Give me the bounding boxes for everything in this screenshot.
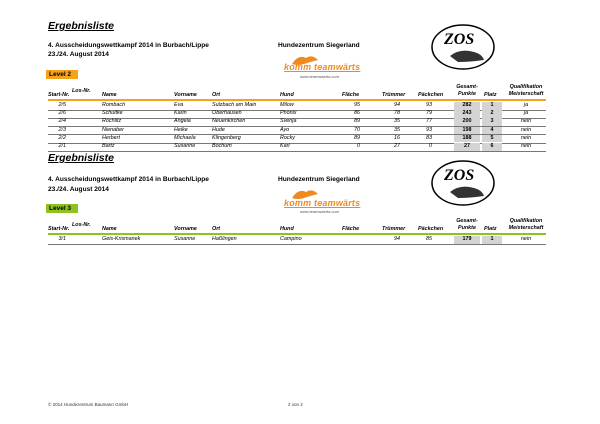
cell-name: Schultke — [102, 110, 123, 117]
cell-start: 2/3 — [58, 126, 66, 133]
cell-quali: nein — [520, 118, 532, 125]
table-row — [48, 127, 546, 135]
cell-platz: 6 — [482, 143, 502, 151]
page-title: Ergebnisliste — [48, 20, 114, 32]
cell-name: Rombach — [102, 102, 126, 108]
cell-flaeche: 89 — [354, 118, 360, 125]
cell-punkte: 198 — [454, 127, 480, 135]
cell-start: 3/1 — [58, 236, 66, 242]
cell-quali: nein — [520, 126, 532, 133]
cell-flaeche: 0 — [357, 143, 360, 149]
page-title: Ergebnisliste — [48, 152, 114, 164]
cell-platz: 3 — [482, 118, 502, 126]
cell-ort: Bochum — [212, 143, 232, 149]
cell-paeckchen: 93 — [426, 126, 432, 133]
header-rule — [48, 233, 546, 235]
komm-teamwaerts-logo: komm teamwärts — [284, 198, 361, 208]
organizer-name: Hundezentrum Siegerland — [278, 42, 360, 49]
cell-ort: Hude — [212, 126, 225, 133]
footer-copyright: © 2014 Hundezentrum Baumann GmbH — [48, 402, 129, 407]
cell-platz: 4 — [482, 127, 502, 135]
event-name: 4. Ausscheidungswettkampf 2014 in Burbach/Lippe — [48, 176, 209, 183]
table-row — [48, 135, 546, 143]
cell-quali: ja — [523, 110, 529, 117]
cell-name: Herbert — [102, 134, 120, 141]
komm-teamwaerts-logo: komm teamwärts — [284, 62, 361, 72]
level-badge: Level 2 — [46, 70, 78, 79]
cell-ort: Neuenkirchen — [212, 118, 246, 125]
svg-text:ZOS: ZOS — [444, 31, 475, 48]
table-row — [48, 110, 546, 118]
cell-punkte: 243 — [454, 110, 480, 118]
cell-start: 2/4 — [58, 118, 66, 125]
cell-flaeche: 70 — [354, 126, 360, 133]
cell-name: Rochlitz — [102, 118, 122, 125]
cell-quali: nein — [520, 134, 532, 141]
cell-quali: ja — [523, 102, 529, 108]
cell-hund: Phönix — [280, 110, 297, 117]
footer-page-number: 2 von 2 — [288, 402, 303, 407]
cell-platz: 2 — [482, 110, 502, 118]
table-row — [48, 118, 546, 126]
cell-vorname: Michaela — [174, 134, 196, 141]
cell-paeckchen: 79 — [426, 110, 432, 117]
cell-start: 2/6 — [58, 110, 66, 117]
zos-emblem-icon — [430, 22, 496, 72]
cell-start: 2/1 — [58, 143, 66, 149]
table-row — [48, 236, 546, 244]
cell-name: Bartz — [102, 143, 115, 149]
cell-ort: Oberhausen — [212, 110, 242, 117]
table-header: Start-Nr. Los-Nr. Name Vorname Ort Hund Fläche Trümmer Päckchen Gesamt- Punkte Platz Qualifikation Meisterschaft — [48, 218, 544, 232]
logo-url: www.teamwaerts.com — [300, 209, 339, 214]
cell-punkte: 282 — [454, 102, 480, 110]
cell-name: Nienaber — [102, 126, 124, 133]
cell-truemmer: 27 — [394, 143, 400, 149]
table-row — [48, 143, 546, 151]
cell-vorname: Karin — [174, 110, 187, 117]
level-badge: Level 3 — [46, 204, 78, 213]
zos-emblem-icon — [430, 158, 496, 208]
cell-truemmer: 35 — [394, 126, 400, 133]
svg-text:ZOS: ZOS — [444, 167, 475, 184]
cell-vorname: Angela — [174, 118, 191, 125]
cell-ort: Haßlingen — [212, 236, 237, 242]
event-date: 23./24. August 2014 — [48, 186, 109, 193]
cell-start: 2/5 — [58, 102, 66, 108]
cell-quali: nein — [520, 143, 532, 149]
cell-paeckchen: 93 — [426, 102, 432, 108]
row-divider — [48, 151, 546, 152]
cell-platz: 1 — [482, 236, 502, 244]
cell-truemmer: 94 — [394, 102, 400, 108]
table-header: Start-Nr. Los-Nr. Name Vorname Ort Hund Fläche Trümmer Päckchen Gesamt- Punkte Platz Qualifikation Meisterschaft — [48, 84, 544, 98]
cell-punkte: 188 — [454, 135, 480, 143]
cell-vorname: Susanne — [174, 143, 196, 149]
logo-url: www.teamwaerts.com — [300, 74, 339, 79]
cell-quali: nein — [520, 236, 532, 242]
cell-flaeche: 89 — [354, 134, 360, 141]
cell-hund: Milow — [280, 102, 294, 108]
event-date: 23./24. August 2014 — [48, 51, 109, 58]
cell-punkte: 179 — [454, 236, 480, 244]
cell-vorname: Eva — [174, 102, 184, 108]
row-divider — [48, 244, 546, 245]
table-row — [48, 102, 546, 110]
cell-name: Geis-Krismanek — [102, 236, 141, 242]
cell-punkte: 27 — [454, 143, 480, 151]
cell-hund: Svenja — [280, 118, 297, 125]
cell-flaeche: 86 — [354, 110, 360, 117]
cell-punkte: 200 — [454, 118, 480, 126]
cell-ort: Klingenberg — [212, 134, 241, 141]
cell-platz: 5 — [482, 135, 502, 143]
cell-paeckchen: 0 — [429, 143, 432, 149]
cell-paeckchen: 77 — [426, 118, 432, 125]
cell-truemmer: 35 — [394, 118, 400, 125]
cell-vorname: Heike — [174, 126, 188, 133]
cell-flaeche: 95 — [354, 102, 360, 108]
header-rule — [48, 99, 546, 101]
cell-hund: Kari — [280, 143, 290, 149]
cell-paeckchen: 83 — [426, 134, 432, 141]
organizer-name: Hundezentrum Siegerland — [278, 176, 360, 183]
cell-hund: Campino — [280, 236, 302, 242]
cell-hund: Rocky — [280, 134, 295, 141]
cell-vorname: Susanne — [174, 236, 196, 242]
cell-start: 2/2 — [58, 134, 66, 141]
cell-truemmer: 94 — [394, 236, 400, 242]
cell-ort: Sulzbach am Main — [212, 102, 257, 108]
cell-truemmer: 16 — [394, 134, 400, 141]
cell-hund: Ayo — [280, 126, 290, 133]
cell-paeckchen: 85 — [426, 236, 432, 242]
cell-platz: 1 — [482, 102, 502, 110]
cell-truemmer: 78 — [394, 110, 400, 117]
event-name: 4. Ausscheidungswettkampf 2014 in Burbach/Lippe — [48, 42, 209, 49]
